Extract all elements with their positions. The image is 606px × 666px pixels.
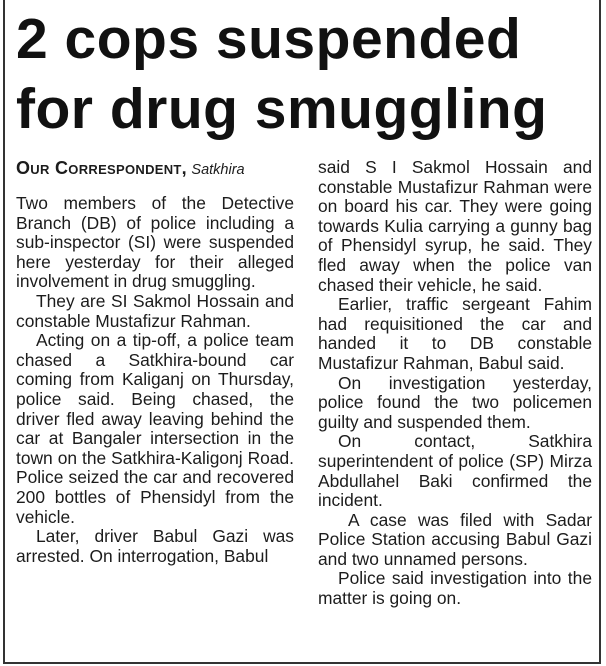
byline-place: Satkhira: [191, 162, 245, 178]
paragraph: On investigation yesterday, police found the two policemen guilty and suspended them.: [318, 372, 592, 432]
paragraph: Acting on a tip-off, a police team chased a Satkhira-bound car coming from Kaliganj on Thursday, police said. Being chased, the driver fled away leaving behind the car at Bangaler intersection in the town on the Satkhira-Kaligonj Road. Police seized the car and recovered 200 bottles of Phensidyl from the vehicle.: [16, 330, 294, 527]
paragraph: They are SI Sakmol Hossain and constable Mustafizur Rahman.: [16, 290, 294, 331]
headline: 2 cops suspended for drug smuggling: [16, 7, 548, 141]
paragraph: said S I Sakmol Hossain and constable Mustafizur Rahman were on board his car. They were going towards Kulia carrying a gunny bag of Phensidyl syrup, he said. They fled away when the police van chased their vehicle, he said.: [318, 157, 592, 295]
byline: [16, 158, 294, 180]
byline-name: Our Correspondent,: [16, 158, 187, 178]
paragraph: A case was filed with Sadar Police Station accusing Babul Gazi and two unnamed persons.: [318, 509, 592, 569]
paragraph: Two members of the Detective Branch (DB) of police including a sub-inspector (SI) were suspended here yesterday for their alleged involvement in drug smuggling.: [16, 193, 294, 292]
paragraph: Earlier, traffic sergeant Fahim had requisitioned the car and handed it to DB constable Mustafizur Rahman, Babul said.: [318, 294, 592, 373]
paragraph: Police said investigation into the matter is going on.: [318, 568, 592, 609]
paragraph: On contact, Satkhira superintendent of police (SP) Mirza Abdullahel Baki confirmed the incident.: [318, 431, 592, 511]
right-column: [318, 158, 592, 609]
left-column: [16, 158, 294, 566]
paragraph: Later, driver Babul Gazi was arrested. On interrogation, Babul: [16, 526, 294, 566]
